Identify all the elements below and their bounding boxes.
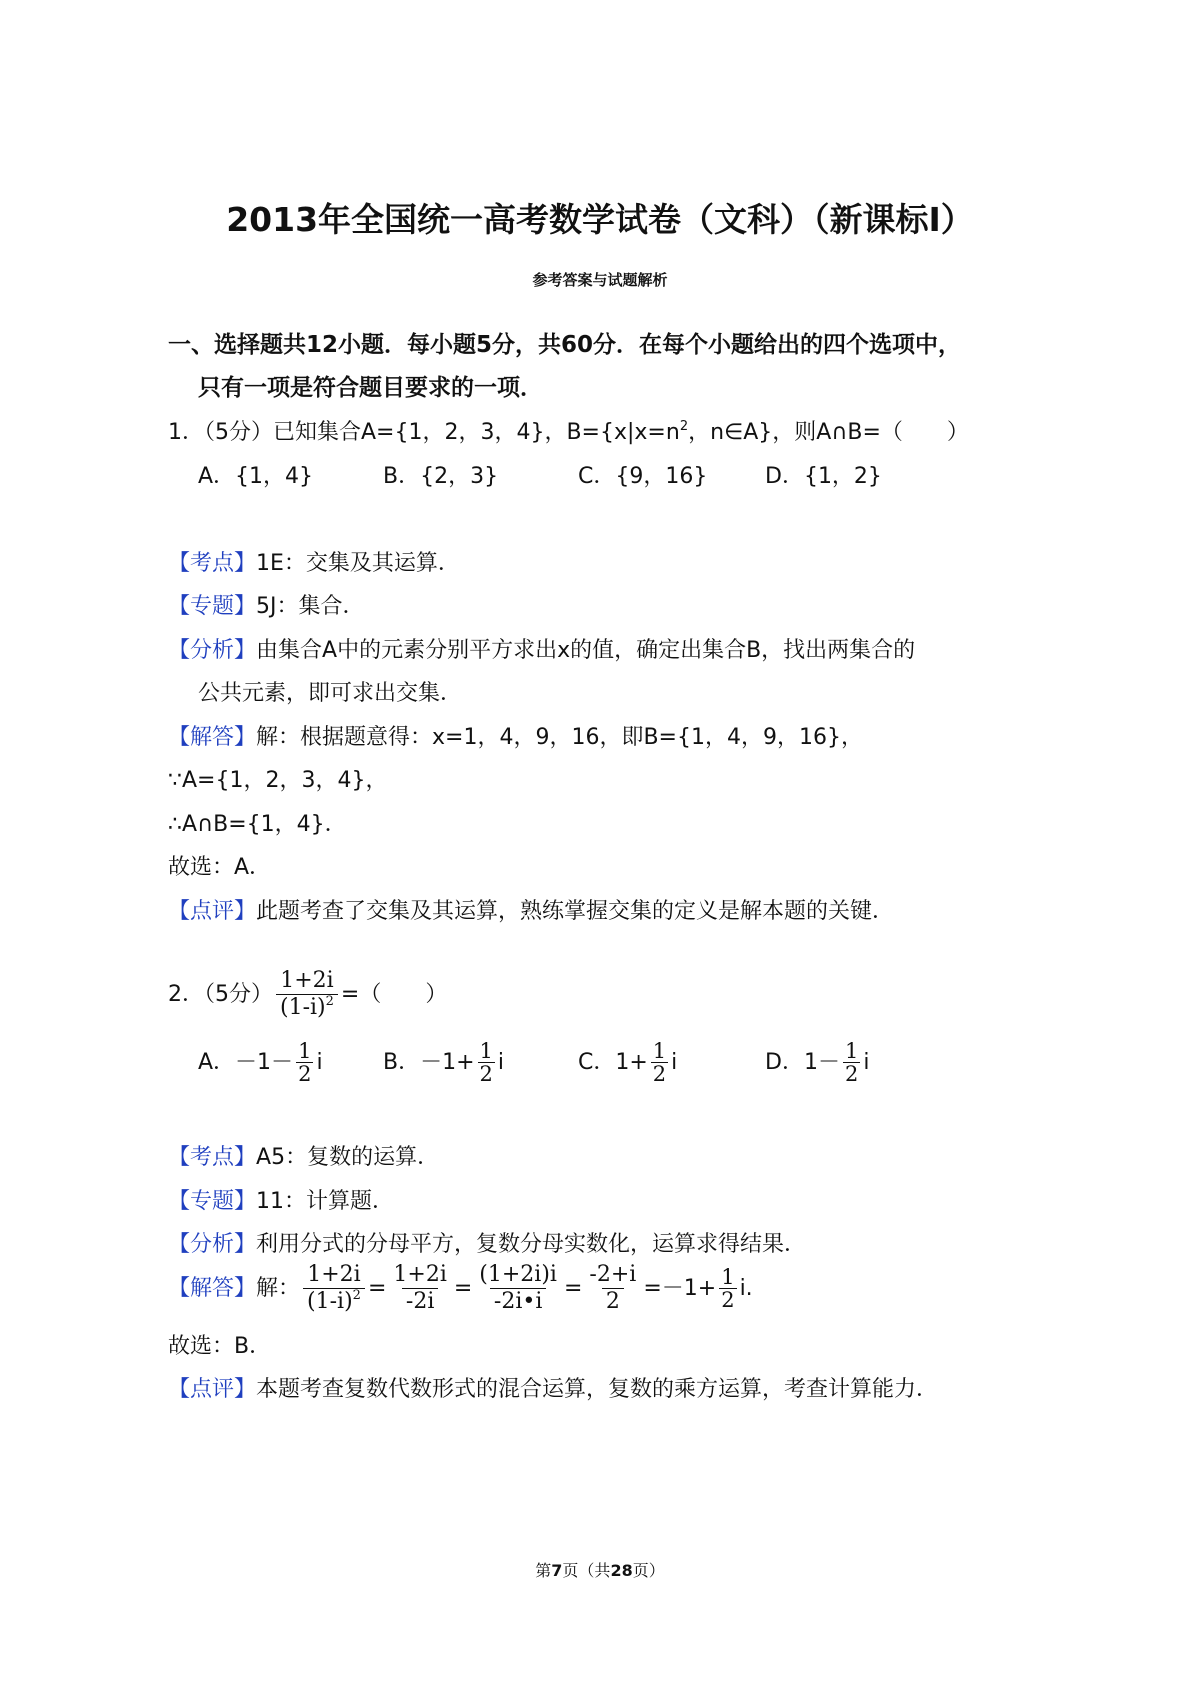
q2-fenxi-tag: 【分析】	[168, 1232, 257, 1257]
q2-eq3: =	[563, 1275, 583, 1301]
q1-choice: 故选：A．	[168, 855, 272, 880]
q2-fenxi-text: 利用分式的分母平方，复数分母实数化，运算求得结果．	[256, 1232, 807, 1257]
q1-stem-a: 1．（5分）已知集合A={1，2，3，4}，B={x|x=n	[168, 420, 680, 445]
q2-stem-den-sup: 2	[325, 993, 334, 1009]
footer-page-number: 7	[551, 1561, 563, 1580]
q2-option-d-i: i	[863, 1049, 870, 1075]
q1-option-d: D．{1，2}	[765, 464, 882, 489]
q2-option-a-den: 2	[298, 1062, 312, 1086]
q2-result-num: 1	[721, 1265, 735, 1289]
q1-stem-b: ，n∈A}，则A∩B=（ ）	[688, 420, 969, 445]
q2-option-b-fraction	[478, 1040, 495, 1085]
q2-step4-num: -2+i	[589, 1262, 637, 1287]
q2-result-fraction	[719, 1266, 736, 1311]
q2-dianping	[168, 1375, 938, 1405]
footer-total-pages: 28	[610, 1561, 633, 1580]
q2-choice: 故选：B．	[168, 1334, 272, 1359]
q1-jieda-text3: ∴A∩B={1，4}．	[168, 812, 347, 837]
q1-fenxi-tag: 【分析】	[168, 638, 257, 663]
section-heading-line2: 只有一项是符合题目要求的一项．	[198, 375, 543, 401]
q2-option-c	[578, 1040, 677, 1085]
q2-option-b-num: 1	[479, 1039, 493, 1063]
q2-option-b	[383, 1040, 504, 1085]
q1-zhuanti-tag: 【专题】	[168, 594, 257, 619]
q2-option-a-i: i	[316, 1049, 323, 1075]
q1-kaodian-tag: 【考点】	[168, 551, 257, 576]
q1-dianping	[168, 897, 894, 927]
q2-step1-num: 1+2i	[307, 1262, 361, 1287]
q2-step2-fraction	[389, 1262, 450, 1315]
q1-kaodian	[168, 549, 460, 579]
q2-stem	[168, 968, 447, 1021]
q2-option-d-den: 2	[844, 1062, 859, 1086]
q2-jieda-tag: 【解答】	[168, 1275, 257, 1301]
q2-result-suffix: i.	[739, 1275, 753, 1301]
q2-step1-den	[303, 1288, 365, 1315]
q2-step3-fraction	[475, 1262, 561, 1315]
q2-eq2: =	[453, 1275, 473, 1301]
q2-option-c-den: 2	[652, 1062, 667, 1086]
q2-option-b-den: 2	[479, 1062, 493, 1086]
q1-jieda	[168, 723, 863, 753]
q2-step4-fraction	[585, 1262, 640, 1315]
q2-stem-numerator: 1+2i	[280, 968, 334, 993]
q1-kaodian-text: 1E：交集及其运算．	[256, 551, 460, 576]
footer-prefix: 第	[535, 1561, 552, 1580]
footer-suffix: 页）	[632, 1561, 665, 1580]
q2-eq4: =	[643, 1275, 662, 1301]
q2-result-den: 2	[721, 1288, 735, 1312]
page-footer	[0, 1560, 1200, 1582]
q2-option-d-fraction	[843, 1040, 860, 1085]
q2-stem-suffix: =（ ）	[340, 981, 448, 1007]
q2-step2-num: 1+2i	[393, 1262, 447, 1287]
q1-option-c: C．{9，16}	[578, 464, 708, 489]
q2-stem-fraction	[276, 968, 338, 1021]
q1-jieda-text2: ∵A={1，2，3，4}，	[168, 768, 388, 793]
q2-option-c-prefix: C．1+	[578, 1049, 648, 1075]
q1-fenxi-text1: 由集合A中的元素分别平方求出x的值，确定出集合B，找出两集合的	[256, 638, 916, 663]
q2-zhuanti-tag: 【专题】	[168, 1189, 257, 1214]
section-heading-line1: 一、选择题共12小题．每小题5分，共60分．在每个小题给出的四个选项中，	[168, 332, 962, 358]
q2-fenxi	[168, 1230, 806, 1260]
q2-zhuanti-text: 11：计算题．	[256, 1189, 395, 1214]
q2-step1-den-base: (1-i)	[307, 1289, 353, 1314]
q1-zhuanti	[168, 592, 365, 622]
q2-option-a-fraction	[296, 1040, 313, 1085]
q2-jieda-prefix: 解：	[256, 1275, 301, 1301]
q2-option-c-i: i	[671, 1049, 678, 1075]
q2-result-prefix: －1+	[661, 1275, 717, 1301]
q2-kaodian-tag: 【考点】	[168, 1145, 257, 1170]
q2-option-c-fraction	[651, 1040, 668, 1085]
q2-dianping-tag: 【点评】	[168, 1377, 257, 1402]
q2-stem-prefix: 2．（5分）	[168, 981, 273, 1007]
q2-option-b-prefix: B．－1+	[383, 1049, 475, 1075]
q2-option-b-i: i	[497, 1049, 505, 1075]
q2-step4-den: 2	[602, 1288, 624, 1315]
q1-fenxi-text2: 公共元素，即可求出交集．	[198, 681, 463, 706]
q2-option-a-prefix: A．－1－	[198, 1049, 294, 1075]
q2-stem-denominator	[276, 994, 338, 1021]
q1-dianping-tag: 【点评】	[168, 899, 257, 924]
q1-dianping-text: 此题考查了交集及其运算，熟练掌握交集的定义是解本题的关键．	[256, 899, 895, 924]
q2-option-d-prefix: D．1－	[765, 1049, 840, 1075]
footer-mid: 页（共	[562, 1561, 611, 1580]
q1-stem	[168, 418, 969, 448]
q2-option-c-num: 1	[652, 1039, 667, 1063]
q2-step1-den-sup: 2	[352, 1287, 361, 1303]
q2-option-d-num: 1	[844, 1039, 859, 1063]
q2-option-a-num: 1	[298, 1039, 312, 1063]
q1-option-a: A．{1，4}	[198, 464, 314, 489]
q2-dianping-text: 本题考查复数代数形式的混合运算，复数的乘方运算，考查计算能力．	[256, 1377, 939, 1402]
q2-jieda	[168, 1262, 753, 1315]
q1-option-b: B．{2，3}	[383, 464, 499, 489]
q1-stem-sup: 2	[679, 418, 689, 434]
q1-jieda-tag: 【解答】	[168, 725, 257, 750]
q2-option-d	[765, 1040, 869, 1085]
q2-step3-num: (1+2i)i	[479, 1262, 557, 1287]
paper-subtitle: 参考答案与试题解析	[532, 271, 668, 289]
q1-fenxi	[168, 636, 915, 666]
q2-eq1: =	[367, 1275, 387, 1301]
q2-kaodian-text: A5：复数的运算．	[256, 1145, 440, 1170]
q2-kaodian	[168, 1143, 439, 1173]
q2-step3-den: -2i•i	[490, 1288, 546, 1315]
q2-option-a	[198, 1040, 323, 1085]
q2-zhuanti	[168, 1187, 394, 1217]
q2-step1-fraction	[303, 1262, 365, 1315]
paper-title: 2013年全国统一高考数学试卷（文科）（新课标Ⅰ）	[226, 200, 974, 239]
q1-zhuanti-text: 5J：集合．	[256, 594, 365, 619]
q2-step2-den: -2i	[402, 1288, 438, 1315]
q1-jieda-text1: 解：根据题意得：x=1，4，9，16，即B={1，4，9，16}，	[256, 725, 863, 750]
q2-stem-den-base: (1-i)	[280, 995, 326, 1020]
